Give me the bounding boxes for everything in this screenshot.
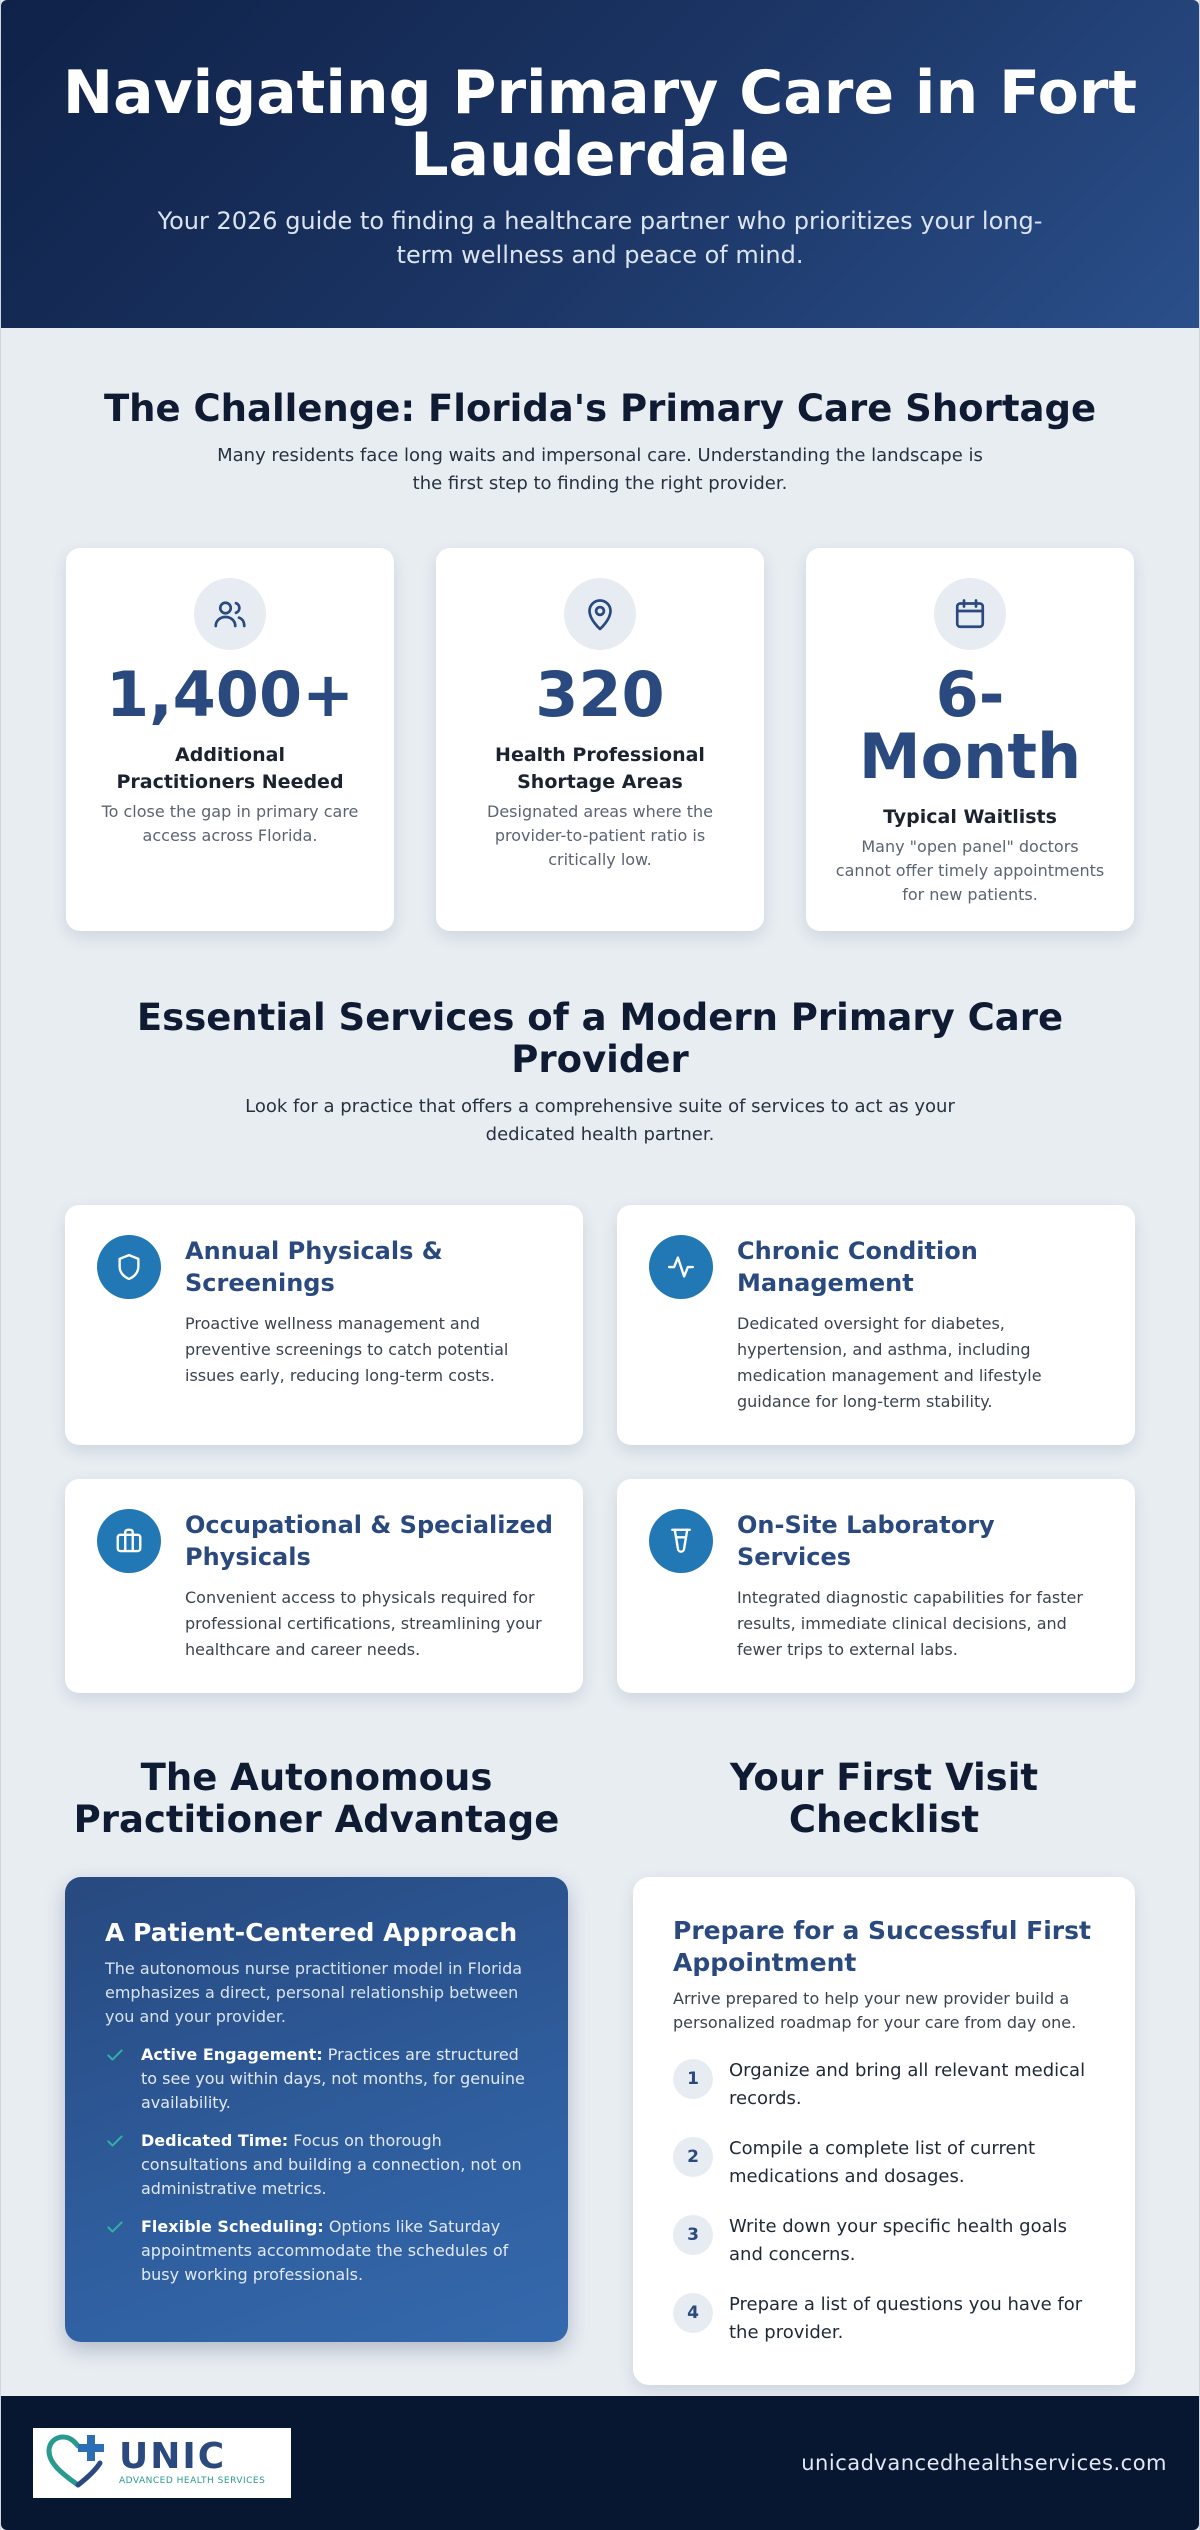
stat-card-waitlists [806, 548, 1134, 931]
advantage-item-strong: Active Engagement: [141, 2045, 323, 2064]
advantage-list [105, 2043, 528, 2287]
list-item [673, 2213, 1095, 2269]
service-card-laboratory [617, 1479, 1135, 1693]
service-title: On-Site Laboratory Services [737, 1511, 995, 1571]
list-item [105, 2043, 528, 2115]
checklist-title: Your First Visit Checklist [729, 1756, 1039, 1841]
checklist-intro: Arrive prepared to help your new provider build a personalized roadmap for your care from day one. [673, 1989, 1077, 2032]
logo-wordmark: UNIC [119, 2436, 227, 2477]
advantage-card [65, 1877, 568, 2342]
advantage-item-text [141, 2129, 528, 2201]
advantage-intro: The autonomous nurse practitioner model in Florida emphasizes a direct, personal relationship between you and your provider. [105, 1959, 523, 2026]
list-item [673, 2057, 1095, 2113]
advantage-item-text [141, 2043, 528, 2115]
advantage-item-strong: Dedicated Time: [141, 2131, 289, 2150]
service-desc: Proactive wellness management and preventive screenings to catch potential issues early, reducing long-term costs. [185, 1314, 509, 1385]
check-icon [105, 2043, 141, 2115]
stats-row [66, 548, 1134, 931]
step-text: Organize and bring all relevant medical records. [729, 2060, 1086, 2109]
shield-icon [97, 1235, 161, 1299]
service-desc: Integrated diagnostic capabilities for faster results, immediate clinical decisions, and fewer trips to external labs. [737, 1588, 1083, 1659]
challenge-subtitle: Many residents face long waits and impersonal care. Understanding the landscape is the first step to finding the right provider. [217, 445, 983, 494]
stat-desc: Many "open panel" doctors cannot offer timely appointments for new patients. [835, 837, 1105, 904]
services-subtitle: Look for a practice that offers a comprehensive suite of services to act as your dedicated health partner. [245, 1096, 955, 1145]
advantage-item-body: Focus on thorough consultations and building a connection, not on administrative metrics. [141, 2131, 522, 2198]
advantage-item-strong: Flexible Scheduling: [141, 2217, 324, 2236]
logo [33, 2428, 291, 2498]
users-icon [194, 578, 266, 650]
check-icon [105, 2215, 141, 2287]
service-title: Annual Physicals & Screenings [185, 1237, 443, 1297]
service-desc: Convenient access to physicals required for professional certifications, streamlining your healthcare and career needs. [185, 1588, 542, 1659]
heart-cross-logo-icon [43, 2431, 113, 2495]
logo-tagline: ADVANCED HEALTH SERVICES [119, 2476, 266, 2486]
services-grid [65, 1205, 1135, 1693]
step-text: Write down your specific health goals and concerns. [729, 2216, 1068, 2265]
advantage-title: The Autonomous Practitioner Advantage [73, 1756, 560, 1841]
list-item [673, 2135, 1095, 2191]
stat-card-shortage-areas [436, 548, 764, 931]
stat-desc: Designated areas where the provider-to-patient ratio is critically low. [487, 802, 713, 869]
map-pin-icon [564, 578, 636, 650]
stat-label: Health Professional Shortage Areas [495, 744, 705, 793]
checklist-list [673, 2057, 1095, 2347]
stat-value: 320 [535, 658, 665, 731]
step-number: 3 [673, 2215, 713, 2255]
list-item [673, 2291, 1095, 2347]
advantage-item-body: Practices are structured to see you within days, not months, for genuine availability. [141, 2045, 525, 2112]
challenge-section [1, 328, 1199, 931]
check-icon [105, 2129, 141, 2201]
service-card-occupational [65, 1479, 583, 1693]
challenge-title: The Challenge: Florida's Primary Care Shortage [103, 387, 1097, 430]
service-card-physicals [65, 1205, 583, 1445]
service-title: Occupational & Specialized Physicals [185, 1511, 553, 1571]
stat-desc: To close the gap in primary care access across Florida. [101, 802, 359, 845]
step-number: 2 [673, 2137, 713, 2177]
advantage-item-text [141, 2215, 528, 2287]
beaker-icon [649, 1509, 713, 1573]
stat-label: Typical Waitlists [883, 806, 1057, 828]
step-number: 4 [673, 2293, 713, 2333]
advantage-item-body: Options like Saturday appointments accommodate the schedules of busy working professionals. [141, 2217, 509, 2284]
service-title: Chronic Condition Management [737, 1237, 978, 1297]
footer [1, 2396, 1199, 2530]
page-subtitle: Your 2026 guide to finding a healthcare partner who prioritizes your long-term wellness and peace of mind. [157, 207, 1043, 269]
website-link[interactable]: unicadvancedhealthservices.com [801, 2451, 1167, 2475]
service-card-chronic [617, 1205, 1135, 1445]
bottom-columns [65, 1757, 1135, 2385]
stat-card-practitioners [66, 548, 394, 931]
list-item [105, 2129, 528, 2201]
advantage-card-title: A Patient-Centered Approach [105, 1918, 518, 1947]
calendar-icon [934, 578, 1006, 650]
advantage-column [65, 1757, 568, 2385]
step-text: Compile a complete list of current medications and dosages. [729, 2138, 1036, 2187]
checklist-card [633, 1877, 1135, 2385]
list-item [105, 2215, 528, 2287]
checklist-column [633, 1757, 1135, 2385]
step-number: 1 [673, 2059, 713, 2099]
stat-value: 1,400+ [105, 658, 355, 731]
services-section [1, 931, 1199, 1693]
stat-label: Additional Practitioners Needed [116, 744, 344, 793]
service-desc: Dedicated oversight for diabetes, hypertension, and asthma, including medication management and lifestyle guidance for long-term stability. [737, 1314, 1042, 1411]
services-title: Essential Services of a Modern Primary Care Provider [136, 996, 1064, 1081]
hero-header [1, 0, 1199, 328]
page-title: Navigating Primary Care in Fort Lauderdale [62, 58, 1138, 190]
checklist-card-title: Prepare for a Successful First Appointment [673, 1916, 1091, 1977]
step-text: Prepare a list of questions you have for the provider. [729, 2294, 1083, 2343]
briefcase-icon [97, 1509, 161, 1573]
activity-icon [649, 1235, 713, 1299]
stat-value: 6-Month [858, 658, 1082, 793]
